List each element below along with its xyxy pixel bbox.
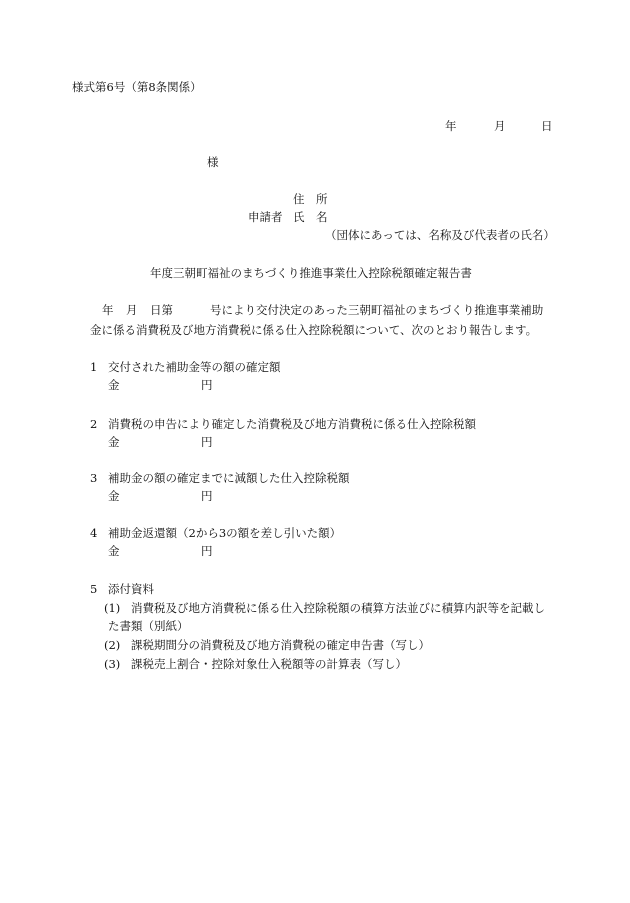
item-label: 補助金の額の確定までに減額した仕入控除税額 — [108, 471, 350, 485]
item-number: 5 — [90, 582, 98, 596]
item-number: 3 — [90, 471, 98, 485]
item-label: 消費税の申告により確定した消費税及び地方消費税に係る仕入控除税額 — [108, 417, 476, 431]
intro-year: 年 — [102, 303, 114, 317]
amount-suffix: 円 — [201, 378, 213, 392]
attachment-text: 課税期間分の消費税及び地方消費税の確定申告書（写し） — [131, 638, 430, 652]
group-note: （団体にあっては、名称及び代表者の氏名） — [325, 228, 555, 242]
item-number: 1 — [90, 360, 98, 374]
item-number: 2 — [90, 417, 98, 431]
attachments-label: 添付資料 — [108, 582, 154, 596]
item-label: 補助金返還額（2から3の額を差し引いた額） — [108, 526, 342, 540]
intro-line2: 金に係る消費税及び地方消費税に係る仕入控除税額について、次のとおり報告します。 — [90, 323, 538, 337]
attachment-text-continued: た書類（別紙） — [108, 619, 189, 633]
amount-suffix: 円 — [201, 435, 213, 449]
attachment-text: 課税売上割合・控除対象仕入税額等の計算表（写し） — [131, 657, 407, 671]
recipient-honorific: 様 — [207, 155, 219, 169]
amount-prefix: 金 — [108, 378, 120, 392]
document-title: 年度三朝町福祉のまちづくり推進事業仕入控除税額確定報告書 — [150, 266, 472, 280]
intro-day: 日第 — [150, 303, 173, 317]
amount-suffix: 円 — [201, 489, 213, 503]
amount-prefix: 金 — [108, 435, 120, 449]
attachment-text: 消費税及び地方消費税に係る仕入控除税額の積算方法並びに積算内訳等を記載し — [131, 601, 545, 615]
amount-suffix: 円 — [201, 544, 213, 558]
amount-prefix: 金 — [108, 544, 120, 558]
amount-prefix: 金 — [108, 489, 120, 503]
form-number: 様式第6号（第8条関係） — [72, 80, 202, 94]
name-label: 氏 名 — [293, 210, 328, 224]
address-label: 住 所 — [293, 192, 328, 206]
attachment-number: (2) — [104, 638, 121, 652]
attachment-number: (3) — [104, 657, 121, 671]
applicant-role-label: 申請者 — [248, 210, 283, 224]
attachment-number: (1) — [104, 601, 121, 615]
intro-line1-rest: 号により交付決定のあった三朝町福祉のまちづくり推進事業補助 — [210, 303, 544, 317]
date-month-label: 月 — [494, 119, 506, 133]
item-number: 4 — [90, 526, 98, 540]
date-year-label: 年 — [445, 119, 457, 133]
item-label: 交付された補助金等の額の確定額 — [108, 360, 281, 374]
date-day-label: 日 — [541, 119, 553, 133]
intro-month: 月 — [126, 303, 138, 317]
